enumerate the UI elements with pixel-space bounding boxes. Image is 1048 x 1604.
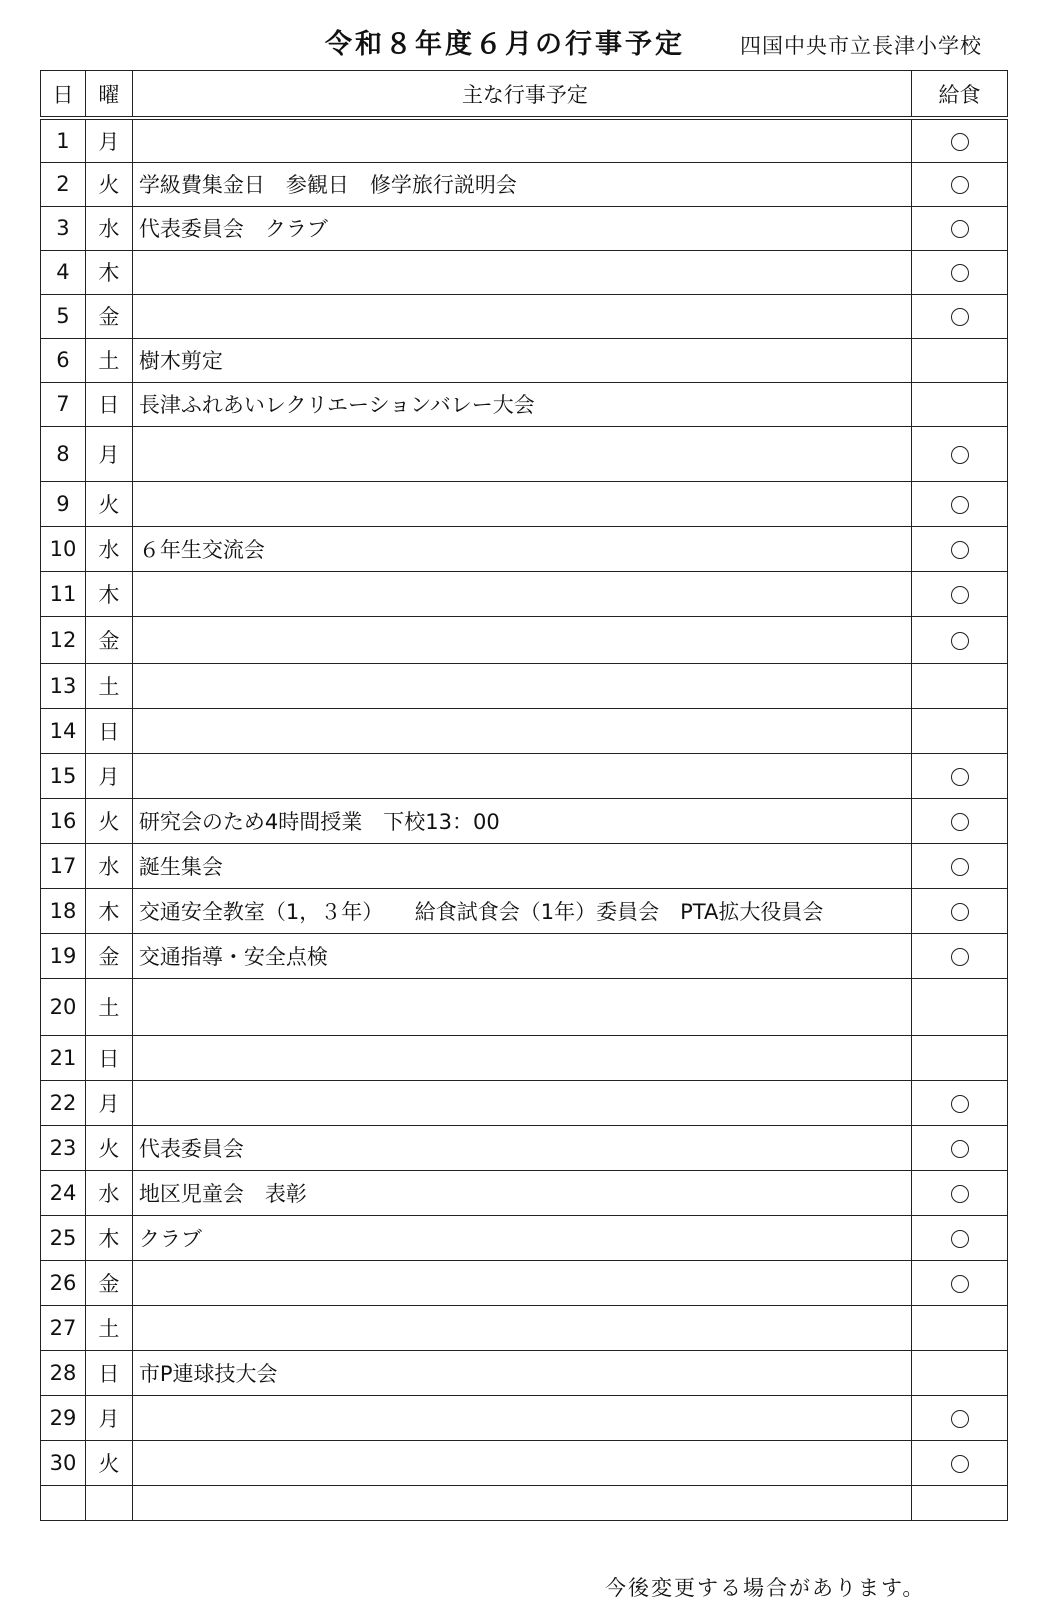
- lunch-circle-icon: [951, 446, 969, 464]
- lunch-circle-icon: [951, 541, 969, 559]
- weekday-cell: 水: [85, 843, 132, 888]
- lunch-cell: [912, 526, 1008, 571]
- table-row: [41, 933, 1008, 978]
- lunch-circle-icon: [951, 768, 969, 786]
- table-row: [41, 571, 1008, 616]
- weekday-cell: 金: [85, 933, 132, 978]
- lunch-circle-icon: [951, 1230, 969, 1248]
- day-cell: 2: [41, 162, 86, 206]
- lunch-circle-icon: [951, 1410, 969, 1428]
- lunch-circle-icon: [951, 1455, 969, 1473]
- table-row: [41, 843, 1008, 888]
- events-cell: [132, 1260, 911, 1305]
- table-row: [41, 1260, 1008, 1305]
- events-cell: [132, 1395, 911, 1440]
- events-cell: 交通安全教室（1，３年） 給食試食会（1年）委員会 PTA拡大役員会: [132, 888, 911, 933]
- table-row: [41, 616, 1008, 663]
- events-cell: [132, 1035, 911, 1080]
- header-day: 日: [41, 71, 86, 119]
- day-cell: 15: [41, 753, 86, 798]
- lunch-circle-icon: [951, 133, 969, 151]
- lunch-cell: [912, 1350, 1008, 1395]
- weekday-cell: 日: [85, 382, 132, 426]
- weekday-cell: 月: [85, 118, 132, 162]
- table-row: [41, 1440, 1008, 1485]
- lunch-cell: [912, 1395, 1008, 1440]
- lunch-circle-icon: [951, 858, 969, 876]
- lunch-cell: [912, 250, 1008, 294]
- weekday-cell: 火: [85, 162, 132, 206]
- table-row: [41, 978, 1008, 1035]
- events-cell: [132, 571, 911, 616]
- lunch-cell: [912, 382, 1008, 426]
- weekday-cell: 水: [85, 526, 132, 571]
- events-cell: [132, 753, 911, 798]
- events-cell: 樹木剪定: [132, 338, 911, 382]
- table-row: [41, 526, 1008, 571]
- table-row: [41, 1125, 1008, 1170]
- lunch-cell: [912, 338, 1008, 382]
- table-row: [41, 250, 1008, 294]
- table-row: [41, 663, 1008, 708]
- lunch-circle-icon: [951, 1275, 969, 1293]
- lunch-circle-icon: [951, 586, 969, 604]
- lunch-circle-icon: [951, 948, 969, 966]
- header-weekday: 曜: [85, 71, 132, 119]
- events-cell: [132, 1305, 911, 1350]
- weekday-cell: 木: [85, 888, 132, 933]
- events-cell: [132, 250, 911, 294]
- events-cell: ６年生交流会: [132, 526, 911, 571]
- day-cell: 13: [41, 663, 86, 708]
- lunch-cell: [912, 1170, 1008, 1215]
- day-cell: 8: [41, 426, 86, 481]
- lunch-cell: [912, 1260, 1008, 1305]
- day-cell: 7: [41, 382, 86, 426]
- table-row: [41, 481, 1008, 526]
- table-row: [41, 162, 1008, 206]
- table-row: [41, 1035, 1008, 1080]
- header-lunch: 給食: [912, 71, 1008, 119]
- lunch-circle-icon: [951, 220, 969, 238]
- day-cell: 1: [41, 118, 86, 162]
- table-row: [41, 1215, 1008, 1260]
- lunch-cell: [912, 294, 1008, 338]
- table-row: [41, 798, 1008, 843]
- events-cell: 代表委員会: [132, 1125, 911, 1170]
- table-row: [41, 338, 1008, 382]
- lunch-cell: [912, 118, 1008, 162]
- weekday-cell: 木: [85, 571, 132, 616]
- events-cell: クラブ: [132, 1215, 911, 1260]
- table-row: [41, 1170, 1008, 1215]
- weekday-cell: 金: [85, 616, 132, 663]
- lunch-cell: [912, 798, 1008, 843]
- day-cell: 12: [41, 616, 86, 663]
- lunch-circle-icon: [951, 264, 969, 282]
- events-cell: 研究会のため4時間授業 下校13：00: [132, 798, 911, 843]
- weekday-cell: 月: [85, 426, 132, 481]
- weekday-cell: 日: [85, 1350, 132, 1395]
- day-cell: [41, 1485, 86, 1520]
- table-row: [41, 1485, 1008, 1520]
- lunch-circle-icon: [951, 903, 969, 921]
- table-row: [41, 118, 1008, 162]
- lunch-circle-icon: [951, 308, 969, 326]
- events-cell: [132, 663, 911, 708]
- weekday-cell: 火: [85, 481, 132, 526]
- weekday-cell: 日: [85, 708, 132, 753]
- day-cell: 4: [41, 250, 86, 294]
- day-cell: 29: [41, 1395, 86, 1440]
- events-cell: 学級費集金日 参観日 修学旅行説明会: [132, 162, 911, 206]
- weekday-cell: 火: [85, 1440, 132, 1485]
- events-cell: 地区児童会 表彰: [132, 1170, 911, 1215]
- lunch-circle-icon: [951, 176, 969, 194]
- lunch-cell: [912, 753, 1008, 798]
- table-row: [41, 206, 1008, 250]
- weekday-cell: 水: [85, 1170, 132, 1215]
- lunch-cell: [912, 426, 1008, 481]
- day-cell: 19: [41, 933, 86, 978]
- header-events: 主な行事予定: [132, 71, 911, 119]
- lunch-circle-icon: [951, 632, 969, 650]
- weekday-cell: 土: [85, 663, 132, 708]
- lunch-cell: [912, 888, 1008, 933]
- events-cell: 市P連球技大会: [132, 1350, 911, 1395]
- day-cell: 5: [41, 294, 86, 338]
- weekday-cell: 月: [85, 753, 132, 798]
- lunch-cell: [912, 481, 1008, 526]
- day-cell: 28: [41, 1350, 86, 1395]
- lunch-circle-icon: [951, 496, 969, 514]
- day-cell: 10: [41, 526, 86, 571]
- lunch-circle-icon: [951, 813, 969, 831]
- header-row: [41, 71, 1008, 119]
- day-cell: 6: [41, 338, 86, 382]
- school-name: 四国中央市立長津小学校: [740, 34, 982, 58]
- weekday-cell: 土: [85, 978, 132, 1035]
- day-cell: 27: [41, 1305, 86, 1350]
- lunch-cell: [912, 571, 1008, 616]
- day-cell: 18: [41, 888, 86, 933]
- weekday-cell: 火: [85, 1125, 132, 1170]
- events-cell: [132, 708, 911, 753]
- events-cell: [132, 426, 911, 481]
- events-cell: [132, 1080, 911, 1125]
- table-row: [41, 426, 1008, 481]
- table-row: [41, 1395, 1008, 1440]
- day-cell: 3: [41, 206, 86, 250]
- lunch-cell: [912, 206, 1008, 250]
- lunch-cell: [912, 162, 1008, 206]
- weekday-cell: 水: [85, 206, 132, 250]
- day-cell: 17: [41, 843, 86, 888]
- events-cell: [132, 1485, 911, 1520]
- lunch-cell: [912, 1215, 1008, 1260]
- day-cell: 16: [41, 798, 86, 843]
- day-cell: 26: [41, 1260, 86, 1305]
- weekday-cell: 月: [85, 1080, 132, 1125]
- day-cell: 22: [41, 1080, 86, 1125]
- schedule-body: [41, 118, 1008, 1520]
- table-row: [41, 382, 1008, 426]
- events-cell: [132, 294, 911, 338]
- day-cell: 24: [41, 1170, 86, 1215]
- weekday-cell: 木: [85, 250, 132, 294]
- day-cell: 20: [41, 978, 86, 1035]
- lunch-cell: [912, 978, 1008, 1035]
- day-cell: 30: [41, 1440, 86, 1485]
- weekday-cell: 木: [85, 1215, 132, 1260]
- table-row: [41, 753, 1008, 798]
- schedule-table: [40, 70, 1008, 1521]
- table-row: [41, 294, 1008, 338]
- lunch-circle-icon: [951, 1185, 969, 1203]
- weekday-cell: 土: [85, 338, 132, 382]
- events-cell: [132, 118, 911, 162]
- lunch-cell: [912, 1125, 1008, 1170]
- lunch-cell: [912, 1035, 1008, 1080]
- lunch-cell: [912, 843, 1008, 888]
- weekday-cell: 火: [85, 798, 132, 843]
- table-row: [41, 708, 1008, 753]
- events-cell: 代表委員会 クラブ: [132, 206, 911, 250]
- day-cell: 11: [41, 571, 86, 616]
- lunch-cell: [912, 933, 1008, 978]
- events-cell: 長津ふれあいレクリエーションバレー大会: [132, 382, 911, 426]
- table-row: [41, 888, 1008, 933]
- weekday-cell: [85, 1485, 132, 1520]
- weekday-cell: 月: [85, 1395, 132, 1440]
- events-cell: [132, 1440, 911, 1485]
- lunch-cell: [912, 1440, 1008, 1485]
- day-cell: 21: [41, 1035, 86, 1080]
- table-row: [41, 1080, 1008, 1125]
- weekday-cell: 土: [85, 1305, 132, 1350]
- events-cell: 交通指導・安全点検: [132, 933, 911, 978]
- table-row: [41, 1350, 1008, 1395]
- events-cell: [132, 616, 911, 663]
- weekday-cell: 金: [85, 1260, 132, 1305]
- day-cell: 9: [41, 481, 86, 526]
- day-cell: 23: [41, 1125, 86, 1170]
- lunch-cell: [912, 1485, 1008, 1520]
- events-cell: [132, 481, 911, 526]
- lunch-cell: [912, 708, 1008, 753]
- lunch-circle-icon: [951, 1140, 969, 1158]
- lunch-circle-icon: [951, 1095, 969, 1113]
- lunch-cell: [912, 616, 1008, 663]
- day-cell: 14: [41, 708, 86, 753]
- events-cell: 誕生集会: [132, 843, 911, 888]
- lunch-cell: [912, 1305, 1008, 1350]
- table-row: [41, 1305, 1008, 1350]
- footer-note: 今後変更する場合があります。: [605, 1576, 926, 1600]
- weekday-cell: 金: [85, 294, 132, 338]
- lunch-cell: [912, 663, 1008, 708]
- weekday-cell: 日: [85, 1035, 132, 1080]
- page-title: 令和８年度６月の行事予定: [325, 29, 685, 60]
- events-cell: [132, 978, 911, 1035]
- lunch-cell: [912, 1080, 1008, 1125]
- day-cell: 25: [41, 1215, 86, 1260]
